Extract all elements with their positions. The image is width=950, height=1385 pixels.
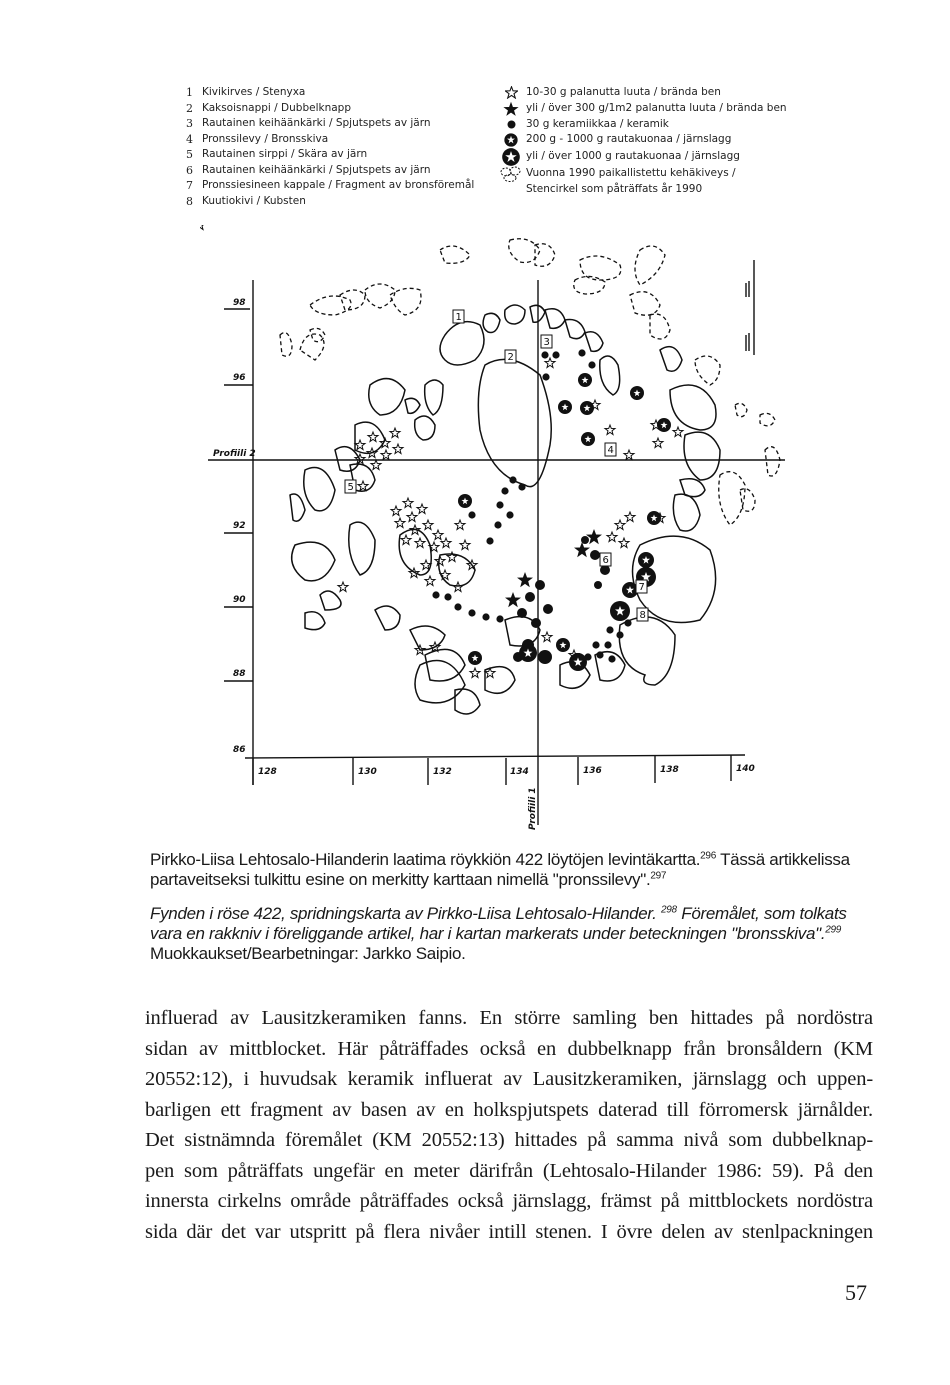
svg-text:2: 2: [507, 352, 514, 363]
footnote-ref: 297: [650, 870, 667, 882]
legend-item: 4 Pronssilevy / Bronsskiva: [186, 132, 329, 146]
legend-item-continuation: Stencirkel som påträffats år 1990: [526, 182, 703, 195]
body-line: sidan av mittblocket. Här påträffades också en dubbelknapp från bronsåldern (KM: [145, 1037, 873, 1060]
legend-item: Vuonna 1990 paikallistettu kehäkiveys /: [500, 166, 800, 182]
legend-item: 200 g - 1000 g rautakuonaa / järnslagg: [500, 132, 800, 148]
y-tick-92: 92: [233, 521, 246, 531]
x-tick-128: 128: [258, 767, 277, 777]
footnote-ref: 296: [700, 850, 716, 862]
legend-item: yli / över 300 g/1m2 palanutta luuta / brända ben: [500, 101, 800, 117]
x-tick-140: 140: [736, 764, 755, 774]
footnote-ref: 299: [825, 924, 842, 936]
find-marker-3: [541, 335, 552, 348]
caption-finnish: Pirkko-Liisa Lehtosalo-Hilanderin laatima röykkiön 422 löytöjen levintäkartta.$^{296}$ Tässä artikkelissa partaveitseksi tulkittu esine on merkitty karttaan nimellä "pronssilevy".$^{297}$: [150, 850, 850, 889]
svg-text:1: 1: [455, 312, 462, 323]
body-line: 20552:12), i huvudsak keramik influerat av Lausitzkeramiken, järnslagg och uppen-: [145, 1068, 873, 1090]
body-line: sida där det var utspritt på flera nivåer intill stenen. I övre delen av stenlpackningen: [145, 1220, 873, 1243]
small-ringed-star-icon: [500, 133, 522, 147]
body-line: innersta cirkelns område påträffades också järnslagg, främst på mittblockets nordöstra: [145, 1190, 873, 1212]
y-tick-86: 86: [233, 745, 246, 755]
legend-item: 1 Kivikirves / Stenyxa: [186, 86, 306, 99]
svg-text:7: 7: [638, 582, 645, 593]
filled-dot-icon: [500, 120, 522, 129]
figure-caption: [150, 850, 870, 964]
x-tick-130: 130: [358, 767, 377, 777]
legend-item: 6 Rautainen keihäänkärki / Spjutspets av järn: [186, 163, 431, 177]
body-paragraph: [145, 1003, 873, 1247]
svg-text:5: 5: [347, 482, 354, 493]
legend-item: 7 Pronssiesineen kappale / Fragment av bronsföremål: [186, 179, 475, 192]
x-tick-138: 138: [660, 765, 679, 775]
legend-item: 3 Rautainen keihäänkärki / Spjutspets av järn: [186, 117, 431, 130]
y-tick-98: 98: [233, 298, 246, 308]
filled-star-icon: [500, 101, 522, 117]
map-drawing: [200, 225, 820, 835]
legend-item: 5 Rautainen sirppi / Skära av järn: [186, 148, 368, 161]
find-marker-2: [505, 350, 516, 363]
find-marker-6: [600, 553, 611, 566]
legend-finds: [186, 85, 486, 209]
svg-text:3: 3: [543, 337, 550, 348]
distribution-map: [200, 225, 820, 835]
x-tick-134: 134: [510, 767, 529, 777]
large-ringed-star-icon: [500, 148, 522, 166]
find-marker-1: [453, 310, 464, 323]
svg-text:6: 6: [602, 555, 609, 566]
svg-text:4: 4: [607, 445, 614, 456]
legend-symbols: [500, 85, 800, 197]
svg-text:8: 8: [639, 610, 646, 621]
y-tick-88: 88: [233, 669, 246, 679]
x-tick-136: 136: [583, 766, 602, 776]
find-marker-7: [636, 580, 647, 593]
footnote-ref: 298: [661, 904, 677, 916]
y-tick-96: 96: [233, 373, 246, 383]
legend-item: 8 Kuutiokivi / Kubsten: [186, 194, 306, 208]
dashed-stones-icon: [500, 166, 522, 182]
legend-item: 10-30 g palanutta luuta / brända ben: [500, 85, 800, 101]
page-number: 57: [845, 1280, 867, 1305]
legend-item: 30 g keramiikkaa / keramik: [500, 117, 800, 133]
outline-star-icon: [500, 86, 522, 99]
body-line: Det sistnämnda föremålet (KM 20552:13) hittades på samma nivå som dubbelknap-: [145, 1129, 873, 1151]
legend-item: yli / över 1000 g rautakuonaa / järnslagg: [500, 148, 800, 166]
profile-1-label: Profiili 1: [528, 787, 538, 830]
find-marker-4: [605, 443, 616, 456]
body-line: pen som påträffats ungefär en meter därifrån (Lehtosalo-Hilander 1986: 59). På den: [145, 1159, 873, 1182]
find-marker-8: [637, 608, 648, 621]
caption-swedish: Fynden i röse 422, spridningskarta av Pirkko-Liisa Lehtosalo-Hilander. $^{298}$ Föremålet, som tolkats vara en rakkniv i föreliggande artikel, har i kartan markerats under beteckningen "bronsskiva".$^{299}$ Muokkaukset/Bearbetningar: Jarkko Saipio.: [150, 904, 847, 963]
find-marker-5: [345, 480, 356, 493]
body-line: barligen ett fragment av basen av en holkspjutspets daterad till förromersk järnålder.: [145, 1098, 873, 1121]
legend-item: 2 Kaksoisnappi / Dubbelknapp: [186, 101, 351, 115]
x-tick-132: 132: [433, 767, 452, 777]
body-line: influerad av Lausitzkeramiken fanns. En större samling ben hittades på nordöstra: [145, 1007, 873, 1029]
y-tick-90: 90: [233, 595, 246, 605]
profile-2-label: Profiili 2: [213, 449, 256, 459]
